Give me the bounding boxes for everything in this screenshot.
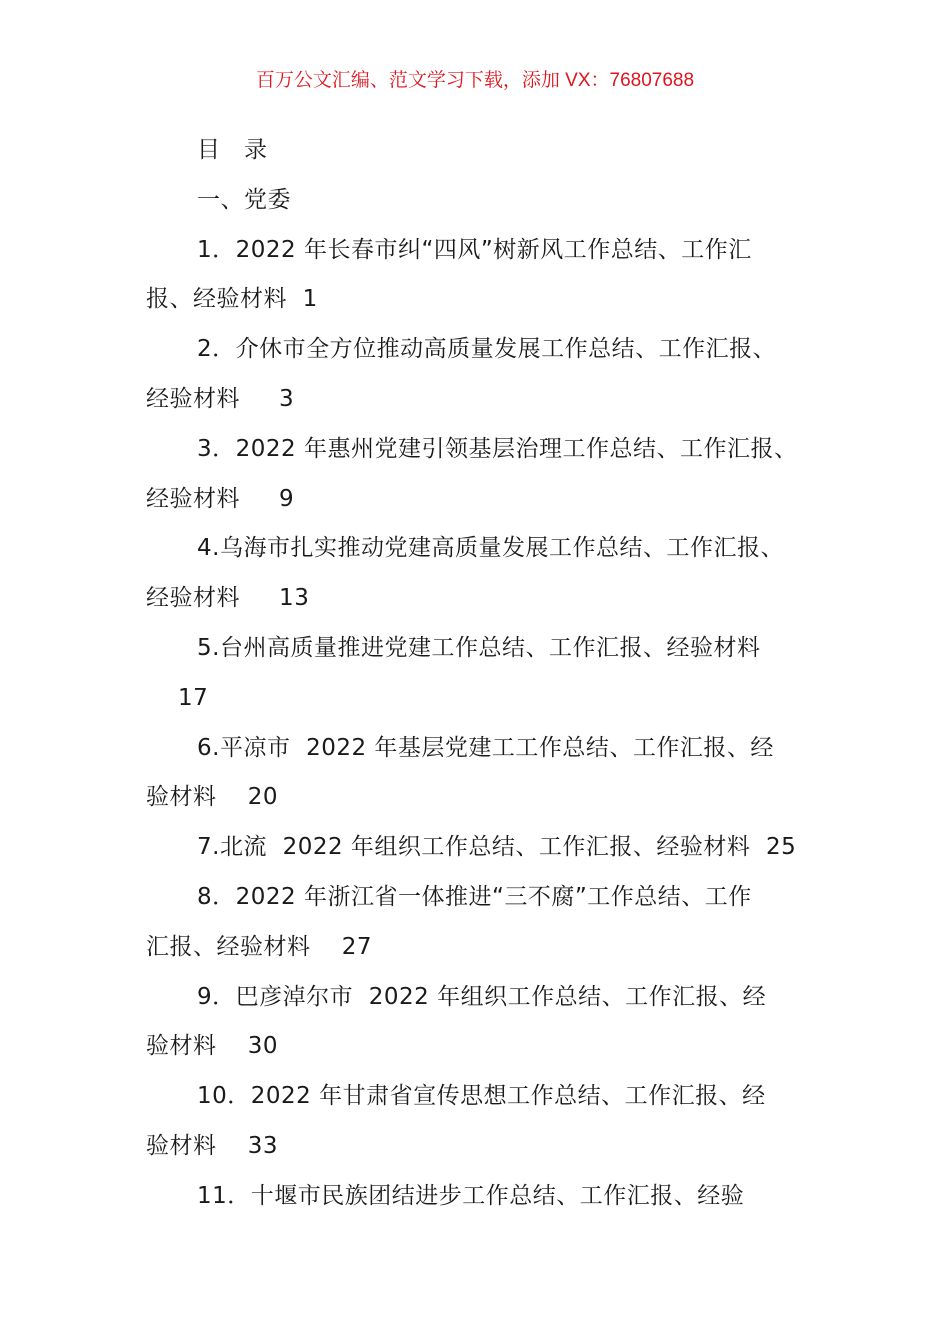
toc-entry-6-line-2: 验材料 20 — [146, 784, 279, 811]
toc-entry-2-line-2: 经验材料 3 — [146, 385, 295, 412]
table-of-contents — [146, 126, 826, 1222]
toc-entry-5-line-1: 5.台州高质量推进党建工作总结、工作汇报、经验材料 — [197, 634, 761, 661]
toc-entry-11-line-1: 11．十堰市民族团结进步工作总结、工作汇报、经验 — [197, 1182, 745, 1209]
toc-entry-8-line-2: 汇报、经验材料 27 — [146, 933, 373, 960]
toc-entry-4-line-1: 4.乌海市扎实推动党建高质量发展工作总结、工作汇报、 — [197, 535, 784, 562]
toc-section-heading: 一、党委 — [197, 186, 291, 213]
toc-entry-4-line-2: 经验材料 13 — [146, 585, 310, 612]
toc-entry-3-line-2: 经验材料 9 — [146, 485, 295, 512]
toc-entry-3-line-1: 3．2022 年惠州党建引领基层治理工作总结、工作汇报、 — [197, 435, 798, 462]
toc-entry-9-line-2: 验材料 30 — [146, 1033, 279, 1060]
toc-entry-10-line-1: 10．2022 年甘肃省宣传思想工作总结、工作汇报、经 — [197, 1083, 766, 1110]
toc-entry-8-line-1: 8．2022 年浙江省一体推进“三不腐”工作总结、工作 — [197, 883, 752, 910]
toc-entry-1-line-1: 1．2022 年长春市纠“四风”树新风工作总结、工作汇 — [197, 236, 752, 263]
toc-entry-6-line-1: 6.平凉市 2022 年基层党建工工作总结、工作汇报、经 — [197, 734, 774, 761]
toc-entry-2-line-1: 2．介休市全方位推动高质量发展工作总结、工作汇报、 — [197, 336, 777, 363]
toc-entry-10-line-2: 验材料 33 — [146, 1132, 279, 1159]
toc-entry-5-line-2: 17 — [178, 684, 209, 711]
watermark-header: 百万公文汇编、范文学习下载，添加 VX：76807688 — [255, 70, 695, 91]
toc-title: 目 录 — [197, 137, 268, 163]
toc-entry-7-line-1: 7.北流 2022 年组织工作总结、工作汇报、经验材料 25 — [197, 834, 797, 861]
toc-entry-9-line-1: 9．巴彦淖尔市 2022 年组织工作总结、工作汇报、经 — [197, 983, 767, 1010]
toc-entry-1-line-2: 报、经验材料 1 — [146, 286, 318, 313]
